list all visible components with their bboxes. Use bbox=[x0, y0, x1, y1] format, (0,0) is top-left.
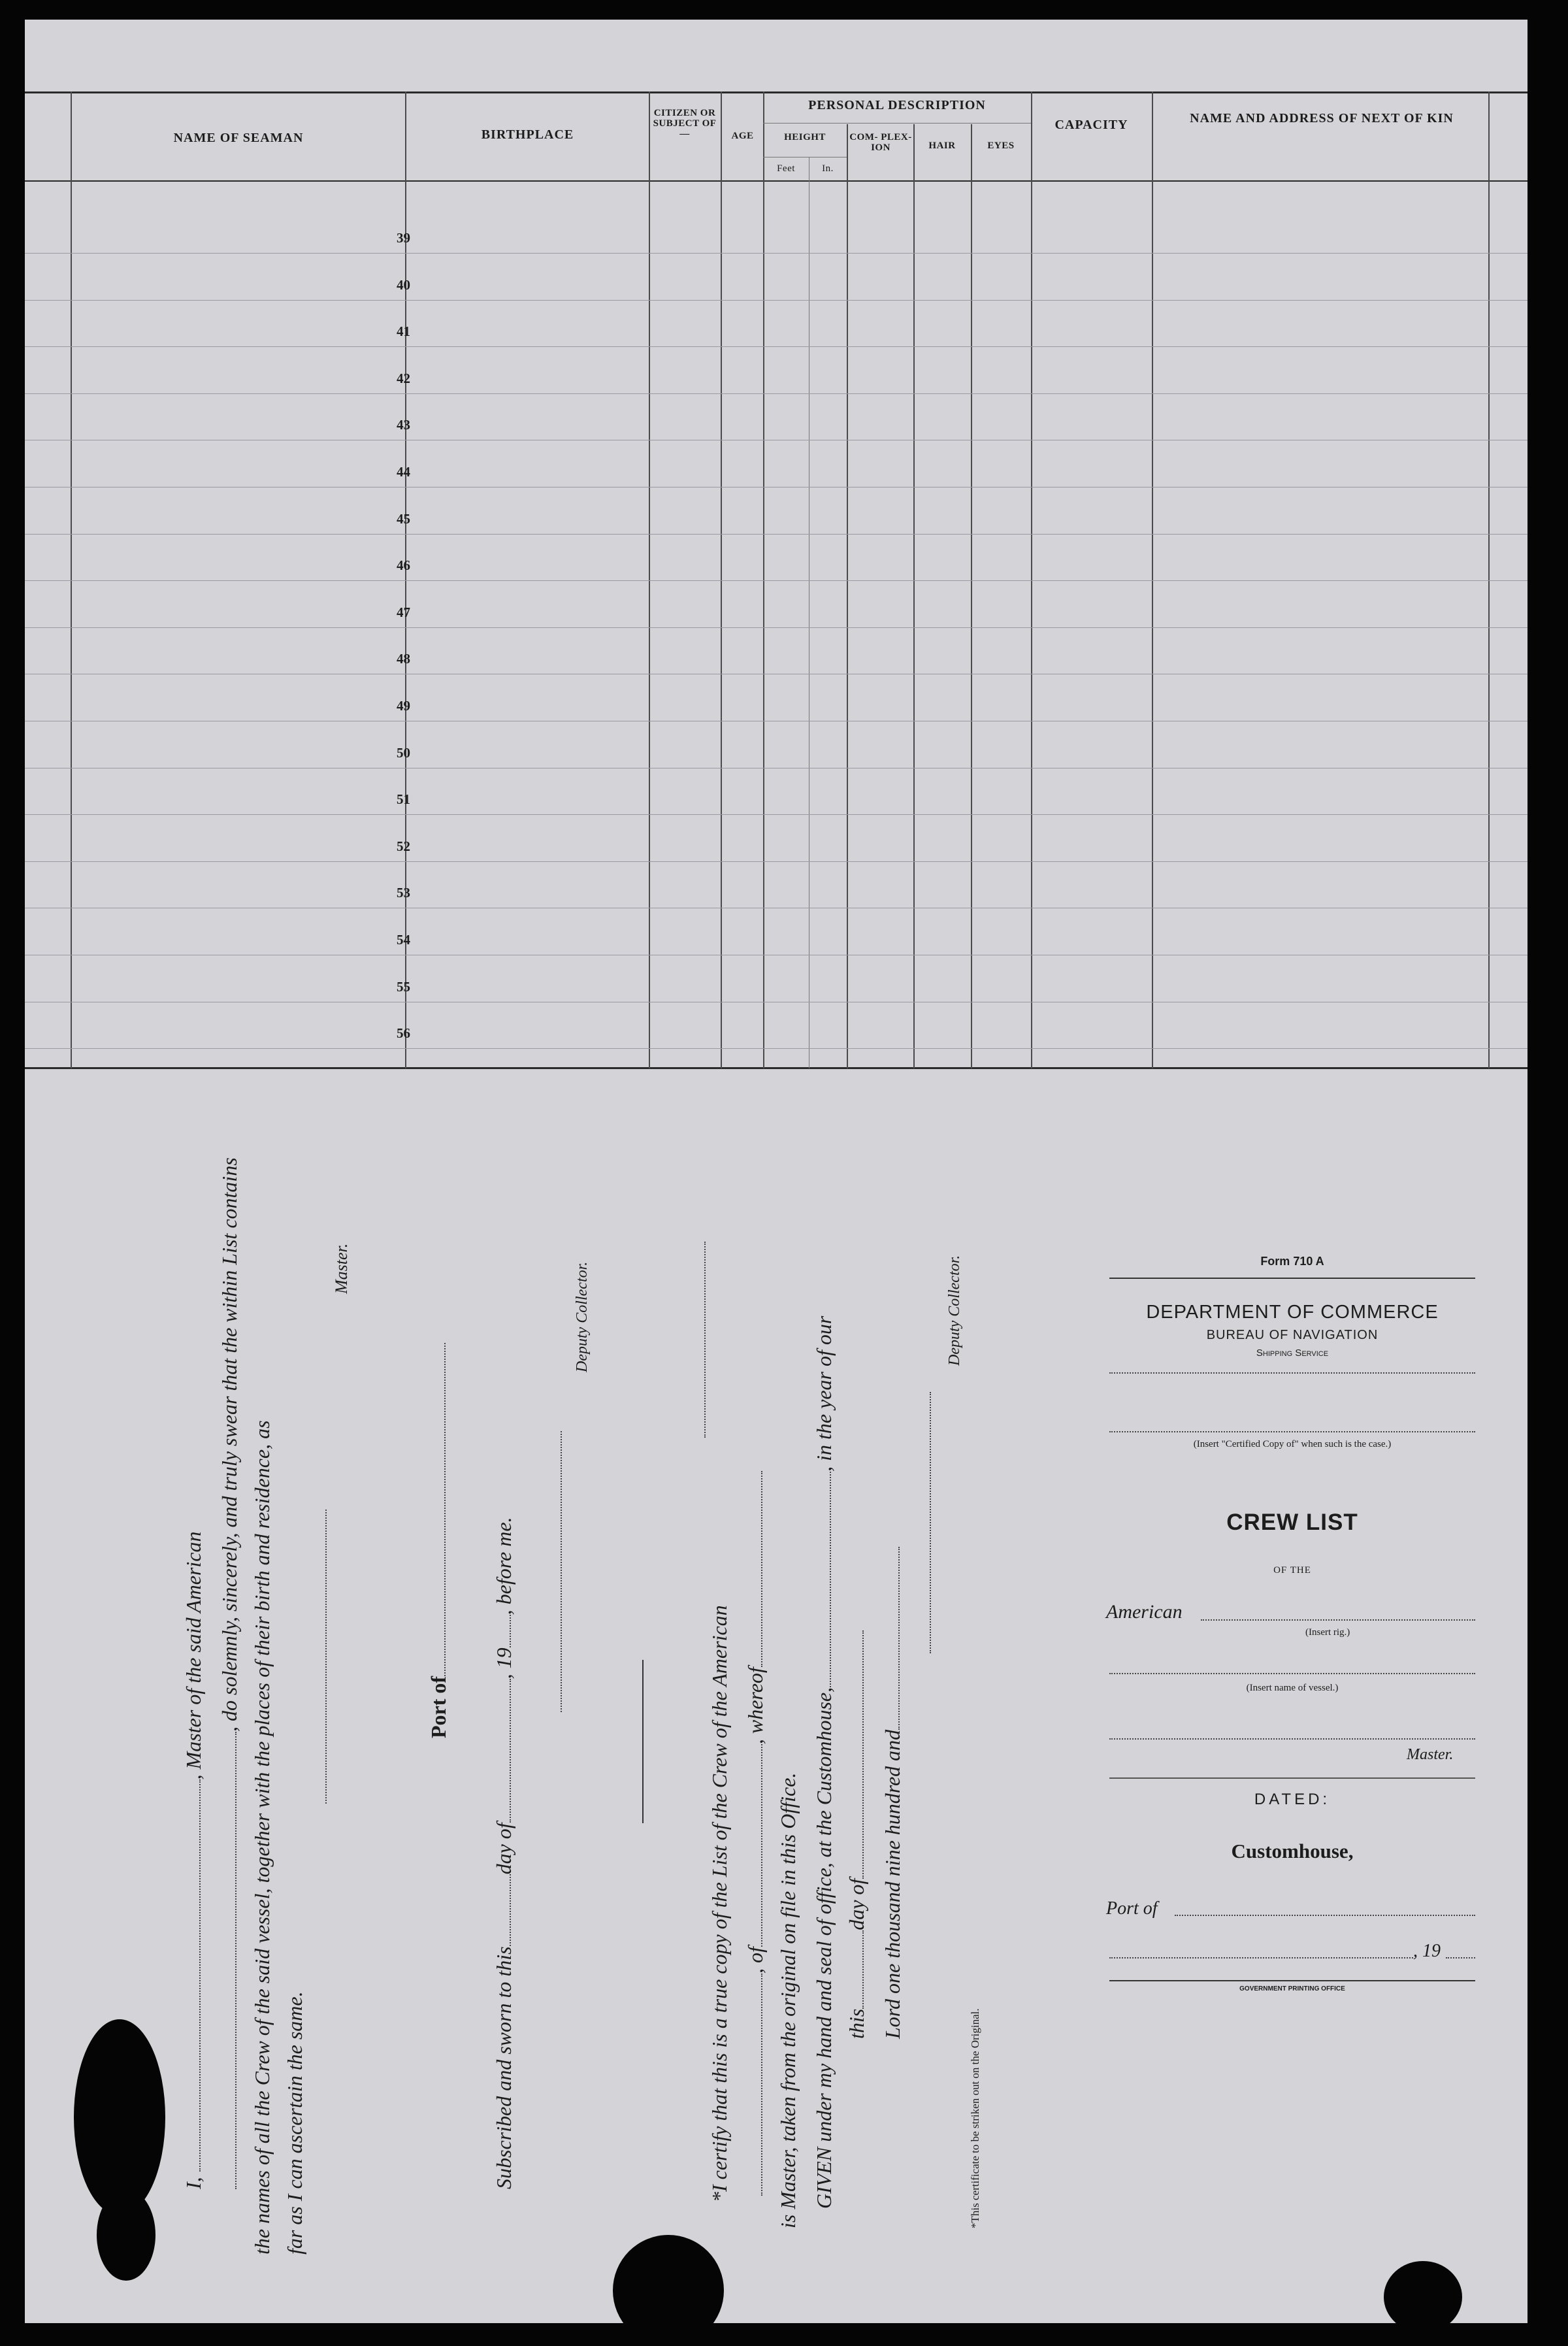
vessel-copy-blank[interactable] bbox=[704, 1242, 706, 1438]
deputy-collector-signature-line-2[interactable] bbox=[930, 1392, 931, 1653]
row-number: 51 bbox=[397, 791, 410, 808]
year-blank[interactable] bbox=[494, 1615, 511, 1647]
department: DEPARTMENT OF COMMERCE bbox=[1146, 1302, 1439, 1323]
row-number: 50 bbox=[397, 744, 410, 761]
year-of-our-text: , in the year of our bbox=[812, 1315, 836, 1472]
day-of-text: day of bbox=[492, 1823, 515, 1875]
table-top-rule bbox=[25, 91, 1527, 93]
table-row[interactable] bbox=[25, 393, 1527, 394]
american-label: American bbox=[1106, 1601, 1183, 1623]
header-eyes: EYES bbox=[987, 140, 1015, 151]
printer-credit: GOVERNMENT PRINTING OFFICE bbox=[1239, 1985, 1345, 1992]
this-text: this bbox=[845, 2008, 868, 2039]
header-citizen: CITIZEN OR SUBJECT OF— bbox=[653, 108, 717, 139]
date-blank-back[interactable] bbox=[1109, 1957, 1413, 1958]
given-day-blank[interactable] bbox=[847, 1930, 864, 2009]
header-age: AGE bbox=[731, 131, 754, 141]
service: Shipping Service bbox=[1256, 1347, 1329, 1359]
certified-blank-2[interactable] bbox=[1109, 1431, 1475, 1432]
torn-edge bbox=[74, 2019, 165, 2215]
row-number: 47 bbox=[397, 604, 410, 620]
this-day-line bbox=[845, 1630, 869, 2039]
column-divider bbox=[913, 124, 915, 1068]
master-name-blank[interactable] bbox=[184, 1779, 201, 2172]
deputy-collector-label-1: Deputy Collector. bbox=[574, 1261, 591, 1372]
lord-text: Lord one thousand nine hundred and bbox=[881, 1729, 904, 2039]
port-blank-back[interactable] bbox=[1175, 1915, 1475, 1916]
row-number: 42 bbox=[397, 370, 410, 386]
month-blank[interactable] bbox=[494, 1679, 511, 1823]
title: CREW LIST bbox=[1226, 1510, 1358, 1535]
insert-certified-note: (Insert "Certified Copy of" when such is the case.) bbox=[1193, 1439, 1392, 1449]
header-feet: Feet bbox=[777, 163, 795, 174]
row-number: 52 bbox=[397, 838, 410, 854]
vessel-name-blank-back[interactable] bbox=[1109, 1673, 1475, 1674]
header-birthplace: BIRTHPLACE bbox=[481, 127, 574, 142]
header-inches: In. bbox=[822, 163, 834, 174]
row-number: 39 bbox=[397, 230, 410, 246]
insert-vessel-note: (Insert name of vessel.) bbox=[1246, 1683, 1339, 1693]
row-number: 44 bbox=[397, 464, 410, 480]
rig-blank[interactable] bbox=[1201, 1619, 1475, 1621]
table-row[interactable] bbox=[25, 861, 1527, 862]
port-of-label-back: Port of bbox=[1106, 1898, 1158, 1919]
footnote: *This certificate to be striken out on the Original. bbox=[969, 2008, 981, 2228]
column-divider bbox=[847, 124, 848, 1068]
row-number: 43 bbox=[397, 417, 410, 433]
vessel-name-blank[interactable] bbox=[220, 1732, 237, 2189]
subscribed-line bbox=[492, 1517, 516, 2189]
bureau: BUREAU OF NAVIGATION bbox=[1206, 1328, 1379, 1342]
oath-line-4: far as I can ascertain the same. bbox=[283, 1991, 306, 2255]
certified-blank-1[interactable] bbox=[1109, 1372, 1475, 1374]
year-blank-back[interactable] bbox=[1446, 1957, 1475, 1958]
torn-edge bbox=[613, 2235, 724, 2346]
certify-line: *I certify that this is a true copy of the List of the Crew of the American bbox=[708, 1605, 731, 2202]
lord-year-blank[interactable] bbox=[883, 1547, 900, 1730]
table-row[interactable] bbox=[25, 300, 1527, 301]
row-number: 40 bbox=[397, 276, 410, 293]
of-text: , of bbox=[743, 1947, 767, 1974]
header-name-of-seaman: NAME OF SEAMAN bbox=[173, 131, 304, 145]
oath-line2-text: , do solemnly, sincerely, and truly swear that the within List contains bbox=[218, 1157, 241, 1732]
form-rule bbox=[1109, 1278, 1475, 1279]
row-number: 49 bbox=[397, 698, 410, 714]
certify-line-2 bbox=[743, 1471, 768, 2196]
header-hair: HAIR bbox=[928, 140, 956, 151]
crew-list-form-sheet bbox=[25, 20, 1527, 2323]
table-row[interactable] bbox=[25, 346, 1527, 347]
printer-rule bbox=[1109, 1980, 1475, 1981]
given-line bbox=[812, 1316, 836, 2209]
vessel-name-copy-blank[interactable] bbox=[745, 1974, 762, 2196]
master-label: Master. bbox=[332, 1243, 351, 1294]
oath-line-2 bbox=[218, 1157, 242, 2189]
oath-i-label: I, bbox=[182, 2177, 205, 2189]
table-header-rule bbox=[25, 180, 1527, 182]
table-row[interactable] bbox=[25, 627, 1527, 628]
header-height: HEIGHT bbox=[784, 132, 826, 142]
row-number: 46 bbox=[397, 557, 410, 574]
before-me-text: , before me. bbox=[492, 1517, 515, 1615]
oath-line-3: the names of all the Crew of the said vessel, together with the places of their birth and residence, as bbox=[250, 1420, 274, 2255]
insert-rig-note: (Insert rig.) bbox=[1305, 1627, 1350, 1638]
master-signature-line[interactable] bbox=[325, 1510, 327, 1804]
row-number: 53 bbox=[397, 885, 410, 901]
table-row[interactable] bbox=[25, 814, 1527, 815]
port-of-text: Port of bbox=[427, 1676, 450, 1738]
year-label-back: , 19 bbox=[1413, 1941, 1441, 1961]
table-row[interactable] bbox=[25, 253, 1527, 254]
lord-line bbox=[881, 1547, 905, 2039]
oath-line1-text: , Master of the said American bbox=[182, 1531, 205, 1780]
table-bottom-rule bbox=[25, 1067, 1527, 1069]
row-number: 41 bbox=[397, 323, 410, 340]
header-next-of-kin: NAME AND ADDRESS OF NEXT OF KIN bbox=[1190, 111, 1454, 125]
table-row[interactable] bbox=[25, 1048, 1527, 1049]
port-copy-blank[interactable] bbox=[745, 1744, 762, 1947]
deputy-collector-label-2: Deputy Collector. bbox=[946, 1255, 963, 1366]
divider-rule bbox=[642, 1660, 644, 1823]
header-complexion: COM- PLEX- ION bbox=[849, 132, 912, 153]
certify-line-3: is Master, taken from the original on file in this Office. bbox=[776, 1772, 800, 2228]
row-number: 56 bbox=[397, 1025, 410, 1042]
of-the: OF THE bbox=[1273, 1565, 1311, 1576]
subheader-rule bbox=[763, 123, 1031, 124]
table-row[interactable] bbox=[25, 534, 1527, 535]
master-label-back: Master. bbox=[1407, 1746, 1454, 1763]
given-month-blank[interactable] bbox=[847, 1630, 864, 1879]
year-prefix-text: , 19 bbox=[492, 1647, 515, 1679]
customhouse-blank[interactable] bbox=[814, 1472, 831, 1687]
row-number: 55 bbox=[397, 978, 410, 995]
header-personal-description: PERSONAL DESCRIPTION bbox=[808, 98, 986, 112]
column-divider bbox=[971, 124, 972, 1068]
master-name-blank-back[interactable] bbox=[1109, 1738, 1475, 1740]
given-text: GIVEN under my hand and seal of office, at the Customhouse, bbox=[812, 1687, 836, 2209]
row-number: 48 bbox=[397, 651, 410, 667]
customhouse-label: Customhouse, bbox=[1231, 1840, 1354, 1862]
master-copy-blank[interactable] bbox=[745, 1471, 762, 1667]
dated-label: DATED: bbox=[1254, 1791, 1331, 1808]
row-number: 45 bbox=[397, 510, 410, 527]
back-panel bbox=[1083, 1242, 1501, 2078]
master-rule bbox=[1109, 1777, 1475, 1779]
whereof-text: , whereof bbox=[743, 1667, 767, 1745]
torn-edge bbox=[1384, 2261, 1462, 2333]
port-of-label bbox=[427, 1343, 451, 1738]
given-day-of-text: day of bbox=[845, 1878, 868, 1930]
table-row[interactable] bbox=[25, 580, 1527, 581]
form-number: Form 710 A bbox=[1260, 1255, 1324, 1268]
row-number: 54 bbox=[397, 932, 410, 948]
header-capacity: CAPACITY bbox=[1054, 118, 1128, 132]
torn-edge bbox=[97, 2189, 155, 2281]
day-blank[interactable] bbox=[494, 1874, 511, 1946]
deputy-collector-signature-line-1[interactable] bbox=[561, 1431, 562, 1712]
oath-line-1 bbox=[182, 1532, 206, 2189]
port-of-blank[interactable] bbox=[429, 1343, 446, 1676]
crew-table bbox=[25, 20, 1527, 1085]
subscribed-text: Subscribed and sworn to this bbox=[492, 1946, 515, 2189]
